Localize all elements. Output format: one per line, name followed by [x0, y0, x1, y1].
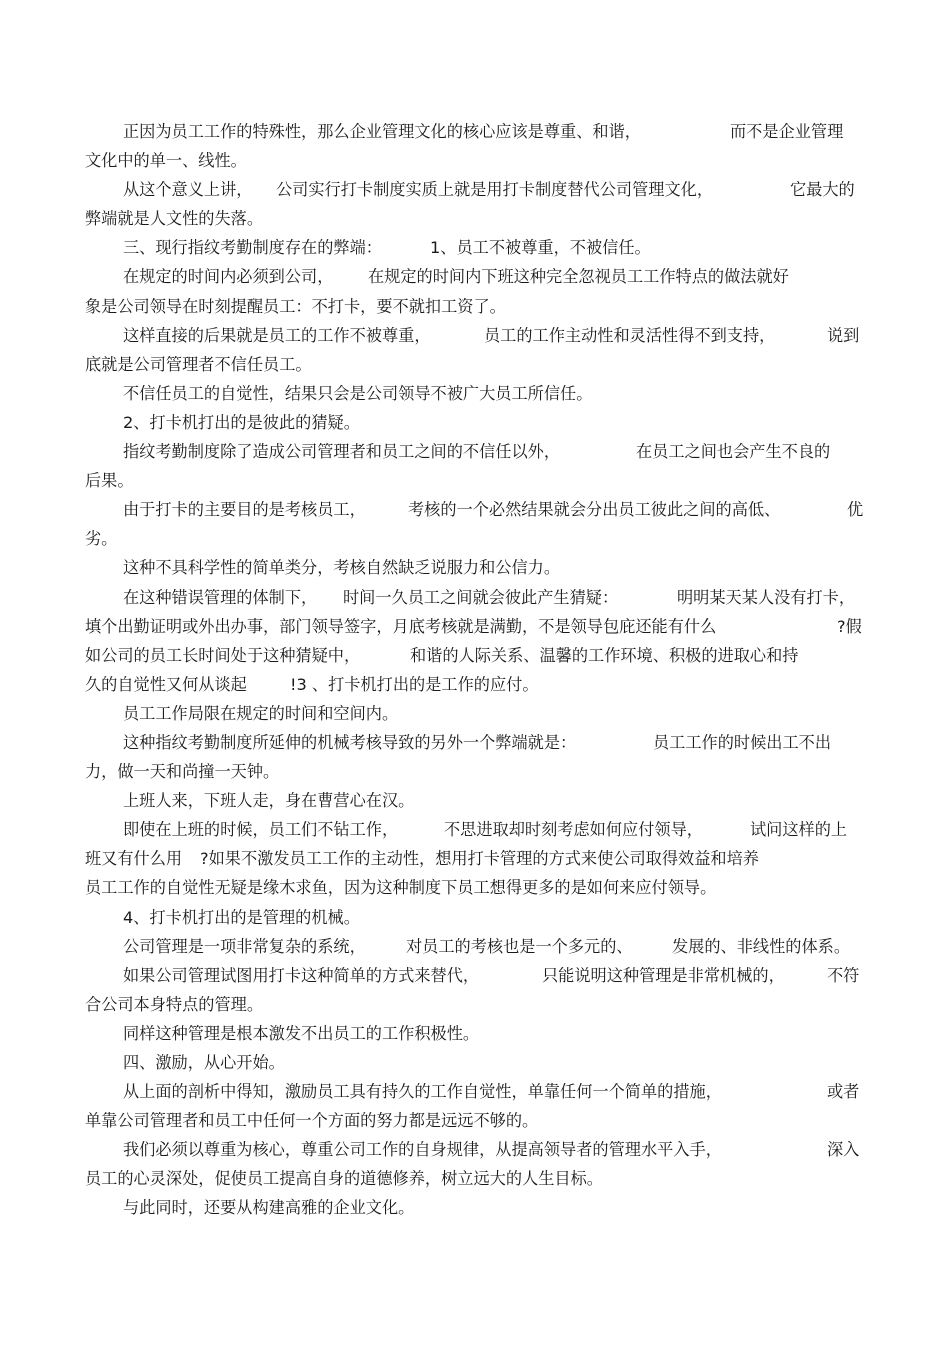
text-segment: 合公司本身特点的管理。 [85, 994, 264, 1014]
text-segment: 或者 [827, 1082, 860, 1102]
text-line [85, 641, 865, 670]
text-segment: 同样这种管理是根本激发不出员工的工作积极性。 [123, 1023, 480, 1043]
text-segment: 弊端就是人文性的失落。 [85, 209, 264, 229]
text-segment: 4、打卡机打出的是管理的机械。 [123, 907, 360, 927]
text-segment: 说到 [827, 325, 860, 345]
text-line [85, 495, 865, 524]
text-line [85, 175, 865, 204]
text-segment: 对员工的考核也是一个多元的、 [406, 936, 633, 956]
text-segment: 它最大的 [790, 180, 855, 200]
text-segment: 员工工作的自觉性无疑是缘木求鱼，因为这种制度下员工想得更多的是如何来应付领导。 [85, 878, 717, 898]
text-line [85, 699, 865, 728]
text-segment: 与此同时，还要从构建高雅的企业文化。 [123, 1198, 415, 1218]
text-line [85, 903, 865, 932]
text-segment: 这种不具科学性的简单类分，考核自然缺乏说服力和公信力。 [123, 558, 561, 578]
text-segment: 考核的一个必然结果就会分出员工彼此之间的高低、 [408, 500, 781, 520]
text-line [85, 408, 865, 437]
text-line [85, 873, 865, 902]
text-segment: 只能说明这种管理是非常机械的， [542, 965, 785, 985]
text-segment: 文化中的单一、线性。 [85, 151, 247, 171]
text-segment: 如果公司管理试图用打卡这种简单的方式来替代， [123, 965, 480, 985]
text-line [85, 670, 865, 699]
text-segment: 力，做一天和尚撞一天钟。 [85, 762, 280, 782]
text-line [85, 233, 865, 262]
text-segment: 填个出勤证明或外出办事，部门领导签字，月底考核就是满勤，不是领导包庇还能有什么 [85, 616, 717, 636]
text-segment: 优 [847, 500, 864, 520]
text-line [85, 262, 865, 291]
text-segment: 这样直接的后果就是员工的工作不被尊重， [123, 325, 431, 345]
text-segment: 从上面的剖析中得知，激励员工具有持久的工作自觉性，单靠任何一个简单的措施， [123, 1082, 722, 1102]
text-segment: 在这种错误管理的体制下， [123, 587, 318, 607]
text-segment: 这种指纹考勤制度所延伸的机械考核导致的另外一个弊端就是： [123, 732, 577, 752]
text-line [85, 1048, 865, 1077]
text-line [85, 961, 865, 990]
text-line [85, 379, 865, 408]
text-line [85, 844, 865, 873]
text-segment: 在员工之间也会产生不良的 [636, 442, 831, 462]
text-segment: 四、激励，从心开始。 [123, 1053, 285, 1072]
text-line [85, 757, 865, 786]
text-segment: 员工的心灵深处，促使员工提高自身的道德修养，树立远大的人生目标。 [85, 1169, 603, 1189]
text-line [85, 146, 865, 175]
text-segment: 员工的工作主动性和灵活性得不到支持， [484, 325, 776, 345]
text-line [85, 524, 865, 553]
text-line [85, 786, 865, 815]
text-segment: 公司管理是一项非常复杂的系统， [123, 936, 366, 956]
text-segment: 三、现行指纹考勤制度存在的弊端： [123, 238, 382, 258]
text-segment: 我们必须以尊重为核心，尊重公司工作的自身规律，从提高领导者的管理水平入手， [123, 1140, 722, 1160]
text-segment: ?如果不激发员工工作的主动性，想用打卡管理的方式来使公司取得效益和培养 [200, 849, 759, 869]
text-line [85, 990, 865, 1019]
text-segment: !3 、打卡机打出的是工作的应付。 [290, 674, 539, 694]
text-line [85, 350, 865, 379]
text-segment: 明明某天某人没有打卡， [677, 587, 856, 607]
text-segment: 在规定的时间内必须到公司， [123, 267, 334, 287]
text-segment: 底就是公司管理者不信任员工。 [85, 354, 312, 374]
body-text [85, 117, 865, 1223]
text-segment: 和谐的人际关系、温馨的工作环境、积极的进取心和持 [410, 645, 799, 665]
text-segment: 即使在上班的时候，员工们不钻工作， [123, 820, 399, 840]
text-segment: 试问这样的上 [750, 820, 848, 840]
text-line [85, 437, 865, 466]
text-segment: 公司实行打卡制度实质上就是用打卡制度替代公司管理文化， [276, 180, 714, 200]
text-line [85, 117, 865, 146]
text-segment: 员工工作局限在规定的时间和空间内。 [123, 703, 399, 723]
text-segment: 深入 [827, 1140, 860, 1160]
text-line [85, 204, 865, 233]
text-line [85, 292, 865, 321]
text-line [85, 1077, 865, 1106]
text-line [85, 1106, 865, 1135]
text-line [85, 1164, 865, 1193]
text-segment: 时间一久员工之间就会彼此产生猜疑： [343, 587, 619, 607]
text-line [85, 612, 865, 641]
text-line [85, 1193, 865, 1222]
text-segment: 从这个意义上讲， [123, 180, 253, 200]
text-segment: 发展的、非线性的体系。 [672, 936, 851, 956]
text-segment: 2、打卡机打出的是彼此的猜疑。 [123, 412, 360, 432]
text-segment: 单靠公司管理者和员工中任何一个方面的努力都是远远不够的。 [85, 1111, 539, 1131]
text-line [85, 1135, 865, 1164]
text-segment: 班又有什么用 [85, 849, 183, 869]
text-line [85, 1019, 865, 1048]
text-segment: 由于打卡的主要目的是考核员工， [123, 500, 366, 520]
text-segment: 正因为员工工作的特殊性，那么企业管理文化的核心应该是尊重、和谐， [123, 122, 641, 141]
text-segment: 劣。 [85, 529, 118, 549]
text-line [85, 466, 865, 495]
text-segment: 久的自觉性又何从谈起 [85, 674, 247, 694]
text-segment: 象是公司领导在时刻提醒员工：不打卡，要不就扣工资了。 [85, 296, 506, 316]
text-segment: ?假 [837, 616, 862, 636]
text-line [85, 932, 865, 961]
text-line [85, 583, 865, 612]
text-segment: 后果。 [85, 471, 134, 491]
text-segment: 不思进取却时刻考虑如何应付领导， [444, 820, 703, 840]
text-segment: 在规定的时间内下班这种完全忽视员工工作特点的做法就好 [368, 267, 789, 287]
text-segment: 员工工作的时候出工不出 [653, 732, 832, 752]
text-line [85, 728, 865, 757]
text-segment: 1、员工不被尊重，不被信任。 [430, 238, 651, 258]
text-line [85, 815, 865, 844]
text-segment: 如公司的员工长时间处于这种猜疑中， [85, 645, 361, 665]
text-segment: 而不是企业管理 [730, 122, 844, 141]
text-segment: 指纹考勤制度除了造成公司管理者和员工之间的不信任以外， [123, 442, 561, 462]
text-segment: 不符 [827, 965, 860, 985]
text-line [85, 321, 865, 350]
text-segment: 上班人来，下班人走，身在曹营心在汉。 [123, 791, 415, 811]
text-line [85, 553, 865, 582]
text-segment: 不信任员工的自觉性，结果只会是公司领导不被广大员工所信任。 [123, 383, 593, 403]
